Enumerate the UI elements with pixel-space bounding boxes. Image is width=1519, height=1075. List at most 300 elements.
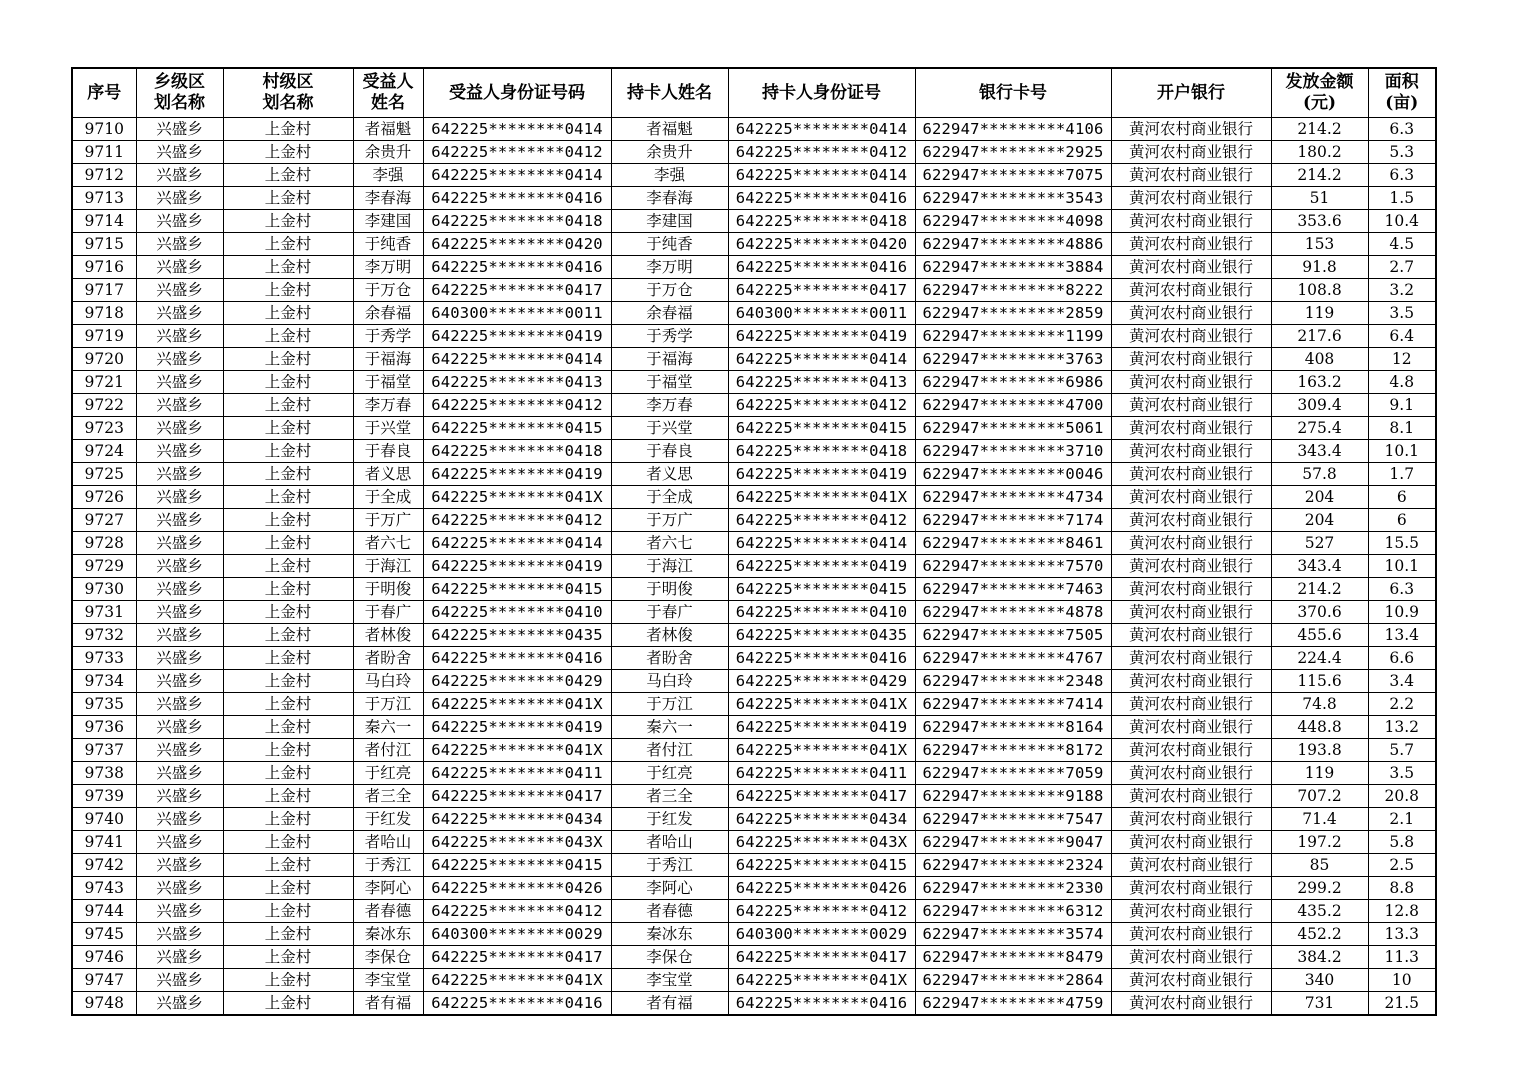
cell-bank: 黄河农村商业银行 (1111, 233, 1271, 256)
cell-cardholder-id: 642225********041X (728, 486, 915, 509)
cell-beneficiary-name: 马白玲 (353, 670, 423, 693)
cell-serial: 9734 (72, 670, 136, 693)
cell-beneficiary-name: 者哈山 (353, 831, 423, 854)
cell-amount: 224.4 (1271, 647, 1368, 670)
cell-amount: 214.2 (1271, 118, 1368, 141)
cell-beneficiary-id: 642225********0418 (423, 210, 611, 233)
cell-cardholder-name: 李阿心 (611, 877, 728, 900)
table-row (72, 555, 1436, 578)
cell-beneficiary-name: 者福魁 (353, 118, 423, 141)
cell-beneficiary-name: 李万明 (353, 256, 423, 279)
cell-beneficiary-name: 于春良 (353, 440, 423, 463)
cell-bank: 黄河农村商业银行 (1111, 785, 1271, 808)
cell-beneficiary-id: 642225********0412 (423, 141, 611, 164)
cell-beneficiary-id: 642225********0426 (423, 877, 611, 900)
cell-cardholder-id: 642225********0412 (728, 141, 915, 164)
cell-township: 兴盛乡 (136, 371, 223, 394)
cell-cardholder-id: 642225********0411 (728, 762, 915, 785)
cell-beneficiary-id: 642225********0419 (423, 716, 611, 739)
cell-beneficiary-id: 642225********041X (423, 486, 611, 509)
cell-village: 上金村 (223, 417, 353, 440)
table-row (72, 716, 1436, 739)
cell-beneficiary-name: 秦冰东 (353, 923, 423, 946)
cell-bank: 黄河农村商业银行 (1111, 463, 1271, 486)
cell-area: 12.8 (1368, 900, 1436, 923)
cell-amount: 275.4 (1271, 417, 1368, 440)
cell-bank: 黄河农村商业银行 (1111, 279, 1271, 302)
cell-beneficiary-name: 李宝堂 (353, 969, 423, 992)
cell-township: 兴盛乡 (136, 831, 223, 854)
col-header-amount: 发放金额 (元) (1271, 68, 1368, 118)
cell-township: 兴盛乡 (136, 325, 223, 348)
cell-cardholder-name: 李万明 (611, 256, 728, 279)
cell-area: 6 (1368, 486, 1436, 509)
cell-bank-card: 622947*********4878 (915, 601, 1111, 624)
cell-beneficiary-name: 于秀江 (353, 854, 423, 877)
cell-village: 上金村 (223, 624, 353, 647)
cell-beneficiary-id: 642225********0434 (423, 808, 611, 831)
cell-bank-card: 622947*********8172 (915, 739, 1111, 762)
cell-amount: 452.2 (1271, 923, 1368, 946)
cell-serial: 9738 (72, 762, 136, 785)
cell-amount: 57.8 (1271, 463, 1368, 486)
cell-village: 上金村 (223, 233, 353, 256)
cell-village: 上金村 (223, 877, 353, 900)
cell-township: 兴盛乡 (136, 118, 223, 141)
table-row (72, 233, 1436, 256)
cell-area: 10 (1368, 969, 1436, 992)
cell-cardholder-name: 者哈山 (611, 831, 728, 854)
cell-bank-card: 622947*********1199 (915, 325, 1111, 348)
cell-bank-card: 622947*********3543 (915, 187, 1111, 210)
cell-township: 兴盛乡 (136, 555, 223, 578)
cell-beneficiary-name: 者六七 (353, 532, 423, 555)
cell-cardholder-name: 于红发 (611, 808, 728, 831)
cell-bank-card: 622947*********7059 (915, 762, 1111, 785)
cell-beneficiary-name: 余贵升 (353, 141, 423, 164)
cell-village: 上金村 (223, 371, 353, 394)
cell-cardholder-id: 642225********0415 (728, 578, 915, 601)
cell-beneficiary-name: 于万广 (353, 509, 423, 532)
table-row (72, 992, 1436, 1016)
table-row (72, 325, 1436, 348)
cell-township: 兴盛乡 (136, 785, 223, 808)
cell-bank-card: 622947*********2348 (915, 670, 1111, 693)
cell-amount: 85 (1271, 854, 1368, 877)
cell-cardholder-name: 于万江 (611, 693, 728, 716)
cell-bank-card: 622947*********4886 (915, 233, 1111, 256)
cell-beneficiary-id: 642225********0415 (423, 417, 611, 440)
cell-cardholder-name: 者盼舍 (611, 647, 728, 670)
col-header-cardholder-name: 持卡人姓名 (611, 68, 728, 118)
cell-township: 兴盛乡 (136, 141, 223, 164)
cell-bank-card: 622947*********9047 (915, 831, 1111, 854)
cell-bank-card: 622947*********7570 (915, 555, 1111, 578)
cell-amount: 448.8 (1271, 716, 1368, 739)
cell-beneficiary-id: 642225********041X (423, 969, 611, 992)
cell-village: 上金村 (223, 164, 353, 187)
cell-village: 上金村 (223, 118, 353, 141)
cell-amount: 527 (1271, 532, 1368, 555)
cell-beneficiary-name: 于兴堂 (353, 417, 423, 440)
cell-beneficiary-id: 642225********0419 (423, 555, 611, 578)
cell-area: 2.7 (1368, 256, 1436, 279)
cell-beneficiary-name: 秦六一 (353, 716, 423, 739)
cell-amount: 214.2 (1271, 164, 1368, 187)
cell-township: 兴盛乡 (136, 532, 223, 555)
cell-serial: 9745 (72, 923, 136, 946)
table-row (72, 463, 1436, 486)
cell-village: 上金村 (223, 210, 353, 233)
cell-beneficiary-id: 642225********0416 (423, 992, 611, 1016)
cell-village: 上金村 (223, 325, 353, 348)
cell-serial: 9727 (72, 509, 136, 532)
cell-bank: 黄河农村商业银行 (1111, 210, 1271, 233)
cell-amount: 343.4 (1271, 555, 1368, 578)
cell-cardholder-name: 于福海 (611, 348, 728, 371)
cell-amount: 299.2 (1271, 877, 1368, 900)
cell-bank: 黄河农村商业银行 (1111, 555, 1271, 578)
cell-cardholder-name: 秦六一 (611, 716, 728, 739)
cell-cardholder-id: 642225********041X (728, 739, 915, 762)
table-row (72, 532, 1436, 555)
cell-cardholder-id: 642225********0429 (728, 670, 915, 693)
cell-cardholder-name: 李宝堂 (611, 969, 728, 992)
cell-area: 4.8 (1368, 371, 1436, 394)
table-row (72, 348, 1436, 371)
table-row (72, 279, 1436, 302)
cell-serial: 9731 (72, 601, 136, 624)
cell-area: 10.4 (1368, 210, 1436, 233)
cell-bank-card: 622947*********0046 (915, 463, 1111, 486)
cell-village: 上金村 (223, 440, 353, 463)
cell-serial: 9742 (72, 854, 136, 877)
cell-cardholder-id: 642225********0419 (728, 325, 915, 348)
cell-township: 兴盛乡 (136, 923, 223, 946)
table-row (72, 946, 1436, 969)
cell-area: 5.8 (1368, 831, 1436, 854)
cell-cardholder-name: 于福堂 (611, 371, 728, 394)
cell-cardholder-id: 642225********0415 (728, 854, 915, 877)
cell-township: 兴盛乡 (136, 969, 223, 992)
cell-township: 兴盛乡 (136, 670, 223, 693)
cell-bank-card: 622947*********8461 (915, 532, 1111, 555)
cell-bank: 黄河农村商业银行 (1111, 141, 1271, 164)
cell-bank: 黄河农村商业银行 (1111, 969, 1271, 992)
cell-bank: 黄河农村商业银行 (1111, 601, 1271, 624)
cell-village: 上金村 (223, 256, 353, 279)
table-row (72, 256, 1436, 279)
cell-bank-card: 622947*********9188 (915, 785, 1111, 808)
cell-bank: 黄河农村商业银行 (1111, 118, 1271, 141)
cell-cardholder-name: 于海江 (611, 555, 728, 578)
cell-amount: 204 (1271, 486, 1368, 509)
cell-serial: 9723 (72, 417, 136, 440)
cell-area: 3.2 (1368, 279, 1436, 302)
cell-beneficiary-id: 640300********0029 (423, 923, 611, 946)
cell-township: 兴盛乡 (136, 808, 223, 831)
cell-serial: 9717 (72, 279, 136, 302)
cell-area: 20.8 (1368, 785, 1436, 808)
cell-beneficiary-id: 642225********0429 (423, 670, 611, 693)
cell-village: 上金村 (223, 532, 353, 555)
cell-village: 上金村 (223, 831, 353, 854)
cell-area: 10.1 (1368, 440, 1436, 463)
cell-area: 8.8 (1368, 877, 1436, 900)
cell-cardholder-id: 642225********043X (728, 831, 915, 854)
cell-area: 6.3 (1368, 118, 1436, 141)
cell-amount: 353.6 (1271, 210, 1368, 233)
cell-area: 2.2 (1368, 693, 1436, 716)
cell-township: 兴盛乡 (136, 693, 223, 716)
cell-serial: 9721 (72, 371, 136, 394)
cell-bank: 黄河农村商业银行 (1111, 532, 1271, 555)
cell-cardholder-id: 642225********041X (728, 693, 915, 716)
table-body (72, 118, 1436, 1016)
cell-bank: 黄河农村商业银行 (1111, 808, 1271, 831)
cell-bank-card: 622947*********4734 (915, 486, 1111, 509)
cell-village: 上金村 (223, 463, 353, 486)
cell-area: 11.3 (1368, 946, 1436, 969)
cell-township: 兴盛乡 (136, 739, 223, 762)
cell-area: 6 (1368, 509, 1436, 532)
cell-area: 1.7 (1368, 463, 1436, 486)
cell-cardholder-id: 642225********0435 (728, 624, 915, 647)
cell-amount: 217.6 (1271, 325, 1368, 348)
cell-serial: 9743 (72, 877, 136, 900)
cell-township: 兴盛乡 (136, 279, 223, 302)
cell-serial: 9741 (72, 831, 136, 854)
cell-serial: 9728 (72, 532, 136, 555)
cell-area: 4.5 (1368, 233, 1436, 256)
cell-township: 兴盛乡 (136, 877, 223, 900)
document-sheet (71, 67, 1435, 1016)
cell-beneficiary-name: 于海江 (353, 555, 423, 578)
cell-village: 上金村 (223, 578, 353, 601)
cell-cardholder-id: 642225********0414 (728, 164, 915, 187)
cell-bank-card: 622947*********7463 (915, 578, 1111, 601)
cell-cardholder-id: 642225********0419 (728, 555, 915, 578)
cell-cardholder-id: 642225********0414 (728, 532, 915, 555)
cell-cardholder-name: 于秀学 (611, 325, 728, 348)
cell-bank: 黄河农村商业银行 (1111, 877, 1271, 900)
cell-township: 兴盛乡 (136, 164, 223, 187)
cell-village: 上金村 (223, 187, 353, 210)
cell-beneficiary-id: 642225********041X (423, 693, 611, 716)
cell-village: 上金村 (223, 969, 353, 992)
cell-bank-card: 622947*********3710 (915, 440, 1111, 463)
cell-cardholder-id: 642225********0420 (728, 233, 915, 256)
cell-cardholder-name: 李保仓 (611, 946, 728, 969)
cell-bank: 黄河农村商业银行 (1111, 325, 1271, 348)
cell-cardholder-id: 642225********041X (728, 969, 915, 992)
cell-cardholder-name: 者林俊 (611, 624, 728, 647)
cell-cardholder-name: 于纯香 (611, 233, 728, 256)
cell-beneficiary-id: 642225********0414 (423, 164, 611, 187)
table-row (72, 900, 1436, 923)
table-row (72, 302, 1436, 325)
cell-township: 兴盛乡 (136, 256, 223, 279)
cell-beneficiary-id: 642225********0416 (423, 256, 611, 279)
cell-amount: 108.8 (1271, 279, 1368, 302)
table-row (72, 647, 1436, 670)
cell-beneficiary-id: 642225********0414 (423, 348, 611, 371)
cell-cardholder-id: 642225********0419 (728, 463, 915, 486)
cell-serial: 9739 (72, 785, 136, 808)
table-row (72, 440, 1436, 463)
cell-township: 兴盛乡 (136, 601, 223, 624)
cell-township: 兴盛乡 (136, 900, 223, 923)
cell-area: 10.9 (1368, 601, 1436, 624)
cell-area: 13.2 (1368, 716, 1436, 739)
cell-serial: 9740 (72, 808, 136, 831)
cell-serial: 9737 (72, 739, 136, 762)
cell-amount: 204 (1271, 509, 1368, 532)
cell-area: 15.5 (1368, 532, 1436, 555)
cell-bank: 黄河农村商业银行 (1111, 509, 1271, 532)
cell-bank: 黄河农村商业银行 (1111, 440, 1271, 463)
table-row (72, 969, 1436, 992)
cell-amount: 74.8 (1271, 693, 1368, 716)
cell-amount: 153 (1271, 233, 1368, 256)
cell-serial: 9730 (72, 578, 136, 601)
cell-bank: 黄河农村商业银行 (1111, 762, 1271, 785)
table-row (72, 187, 1436, 210)
cell-serial: 9713 (72, 187, 136, 210)
cell-village: 上金村 (223, 394, 353, 417)
cell-beneficiary-id: 642225********041X (423, 739, 611, 762)
cell-bank: 黄河农村商业银行 (1111, 164, 1271, 187)
cell-cardholder-name: 者付江 (611, 739, 728, 762)
table-row (72, 601, 1436, 624)
cell-township: 兴盛乡 (136, 463, 223, 486)
table-row (72, 923, 1436, 946)
cell-beneficiary-id: 642225********0416 (423, 647, 611, 670)
cell-bank: 黄河农村商业银行 (1111, 578, 1271, 601)
cell-beneficiary-name: 者盼舍 (353, 647, 423, 670)
cell-beneficiary-id: 642225********0417 (423, 946, 611, 969)
cell-bank: 黄河农村商业银行 (1111, 417, 1271, 440)
cell-area: 10.1 (1368, 555, 1436, 578)
cell-beneficiary-name: 李保仓 (353, 946, 423, 969)
cell-amount: 119 (1271, 302, 1368, 325)
cell-beneficiary-id: 642225********0412 (423, 900, 611, 923)
cell-amount: 707.2 (1271, 785, 1368, 808)
cell-cardholder-name: 马白玲 (611, 670, 728, 693)
cell-cardholder-name: 于春广 (611, 601, 728, 624)
cell-bank: 黄河农村商业银行 (1111, 716, 1271, 739)
cell-township: 兴盛乡 (136, 509, 223, 532)
cell-serial: 9712 (72, 164, 136, 187)
cell-serial: 9736 (72, 716, 136, 739)
cell-township: 兴盛乡 (136, 302, 223, 325)
cell-serial: 9744 (72, 900, 136, 923)
cell-bank-card: 622947*********7414 (915, 693, 1111, 716)
cell-cardholder-id: 642225********0414 (728, 348, 915, 371)
cell-cardholder-name: 秦冰东 (611, 923, 728, 946)
cell-beneficiary-name: 于红发 (353, 808, 423, 831)
table-row (72, 141, 1436, 164)
cell-beneficiary-name: 李强 (353, 164, 423, 187)
cell-area: 6.3 (1368, 164, 1436, 187)
cell-bank-card: 622947*********3884 (915, 256, 1111, 279)
cell-village: 上金村 (223, 716, 353, 739)
cell-bank-card: 622947*********2324 (915, 854, 1111, 877)
cell-cardholder-name: 于秀江 (611, 854, 728, 877)
cell-amount: 197.2 (1271, 831, 1368, 854)
table-row (72, 762, 1436, 785)
cell-bank-card: 622947*********7075 (915, 164, 1111, 187)
cell-township: 兴盛乡 (136, 762, 223, 785)
cell-beneficiary-id: 642225********0415 (423, 854, 611, 877)
cell-cardholder-name: 于明俊 (611, 578, 728, 601)
cell-bank-card: 622947*********7547 (915, 808, 1111, 831)
cell-bank: 黄河农村商业银行 (1111, 831, 1271, 854)
cell-beneficiary-id: 642225********0435 (423, 624, 611, 647)
cell-amount: 214.2 (1271, 578, 1368, 601)
table-row (72, 164, 1436, 187)
cell-cardholder-name: 者义思 (611, 463, 728, 486)
col-header-beneficiary-id: 受益人身份证号码 (423, 68, 611, 118)
cell-cardholder-name: 于春良 (611, 440, 728, 463)
cell-township: 兴盛乡 (136, 486, 223, 509)
table-row (72, 693, 1436, 716)
cell-village: 上金村 (223, 808, 353, 831)
cell-bank: 黄河农村商业银行 (1111, 256, 1271, 279)
cell-township: 兴盛乡 (136, 854, 223, 877)
cell-area: 12 (1368, 348, 1436, 371)
cell-beneficiary-id: 642225********0414 (423, 532, 611, 555)
cell-township: 兴盛乡 (136, 417, 223, 440)
col-header-bank-card: 银行卡号 (915, 68, 1111, 118)
cell-serial: 9735 (72, 693, 136, 716)
cell-beneficiary-name: 于全成 (353, 486, 423, 509)
cell-village: 上金村 (223, 348, 353, 371)
cell-area: 6.4 (1368, 325, 1436, 348)
cell-amount: 435.2 (1271, 900, 1368, 923)
cell-beneficiary-id: 642225********0416 (423, 187, 611, 210)
table-row (72, 739, 1436, 762)
cell-area: 9.1 (1368, 394, 1436, 417)
cell-beneficiary-name: 者有福 (353, 992, 423, 1016)
table-row (72, 624, 1436, 647)
cell-cardholder-name: 李春海 (611, 187, 728, 210)
cell-village: 上金村 (223, 854, 353, 877)
cell-cardholder-name: 李万春 (611, 394, 728, 417)
cell-cardholder-id: 642225********0417 (728, 785, 915, 808)
table-row (72, 578, 1436, 601)
cell-bank-card: 622947*********4098 (915, 210, 1111, 233)
cell-bank: 黄河农村商业银行 (1111, 647, 1271, 670)
cell-amount: 370.6 (1271, 601, 1368, 624)
table-row (72, 394, 1436, 417)
cell-village: 上金村 (223, 739, 353, 762)
cell-serial: 9748 (72, 992, 136, 1016)
table-row (72, 877, 1436, 900)
table-row (72, 486, 1436, 509)
cell-amount: 51 (1271, 187, 1368, 210)
cell-village: 上金村 (223, 900, 353, 923)
cell-serial: 9710 (72, 118, 136, 141)
cell-cardholder-name: 李建国 (611, 210, 728, 233)
table-row (72, 831, 1436, 854)
cell-township: 兴盛乡 (136, 233, 223, 256)
cell-bank-card: 622947*********4700 (915, 394, 1111, 417)
cell-bank: 黄河农村商业银行 (1111, 739, 1271, 762)
cell-cardholder-id: 642225********0418 (728, 210, 915, 233)
cell-cardholder-id: 642225********0414 (728, 118, 915, 141)
cell-bank-card: 622947*********8479 (915, 946, 1111, 969)
